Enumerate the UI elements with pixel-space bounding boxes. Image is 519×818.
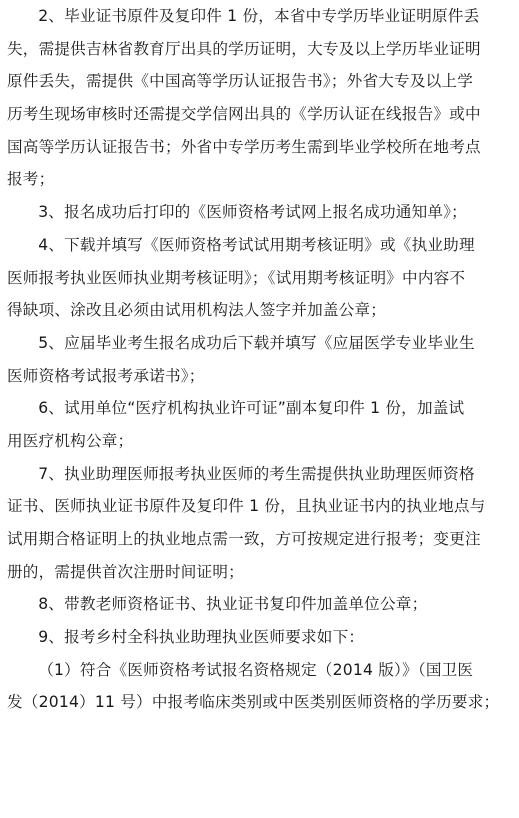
- document-body: [7, 0, 513, 719]
- text-line: 原件丢失，需提供《中国高等学历认证报告书》；外省大专及以上学: [7, 72, 474, 91]
- paragraph-item-3: [7, 196, 513, 229]
- text-line: 试用期合格证明上的执业地点需一致，方可按规定进行报考；变更注: [7, 530, 481, 548]
- text-line: （1）符合《医师资格考试报名资格规定（2014 版）》（国卫医: [38, 660, 474, 679]
- paragraph-subitem-1: [7, 654, 513, 719]
- text-line: 医师报考执业医师执业期考核证明》；《试用期考核证明》中内容不: [7, 268, 466, 287]
- paragraph-item-9: [7, 621, 513, 654]
- text-line: 6、试用单位“医疗机构执业许可证”副本复印件 1 份，加盖试: [38, 399, 465, 418]
- text-line: 8、带教老师资格证书、执业证书复印件加盖单位公章；: [38, 595, 428, 614]
- paragraph-item-6: [7, 392, 513, 457]
- paragraph-item-5: [7, 327, 513, 392]
- paragraph-item-2: [7, 0, 513, 196]
- text-line: 历考生现场审核时还需提交学信网出具的《学历认证在线报告》或中: [7, 105, 481, 124]
- text-line: 报考；: [7, 170, 55, 189]
- text-line: 用医疗机构公章；: [7, 431, 134, 450]
- text-line: 册的，需提供首次注册时间证明；: [7, 562, 244, 581]
- paragraph-item-8: [7, 588, 513, 621]
- text-line: 3、报名成功后打印的《医师资格考试网上报名成功通知单》；: [38, 203, 467, 222]
- text-line: 国高等学历认证报告书；外省中专学历考生需到毕业学校所在地考点: [7, 137, 481, 156]
- text-line: 失，需提供吉林省教育厅出具的学历证明，大专及以上学历毕业证明: [7, 39, 481, 58]
- text-line: 5、应届毕业考生报名成功后下载并填写《应届医学专业毕业生: [38, 333, 475, 352]
- paragraph-item-4: [7, 229, 513, 327]
- text-line: 发（2014）11 号）中报考临床类别或中医类别医师资格的学历要求；: [7, 693, 500, 712]
- text-line: 9、报考乡村全科执业助理执业医师要求如下：: [38, 628, 365, 647]
- text-line: 4、下载并填写《医师资格考试试用期考核证明》或《执业助理: [38, 235, 475, 254]
- text-line: 得缺项、涂改且必须由试用机构法人签字并加盖公章；: [7, 301, 387, 320]
- text-line: 7、执业助理医师报考执业医师的考生需提供执业助理医师资格: [38, 464, 475, 483]
- text-line: 证书、医师执业证书原件及复印件 1 份，且执业证书内的执业地点与: [7, 497, 486, 516]
- text-line: 医师资格考试报考承诺书》；: [7, 366, 205, 385]
- text-line: 2、毕业证书原件及复印件 1 份，本省中专学历毕业证明原件丢: [38, 7, 480, 25]
- paragraph-item-7: [7, 458, 513, 589]
